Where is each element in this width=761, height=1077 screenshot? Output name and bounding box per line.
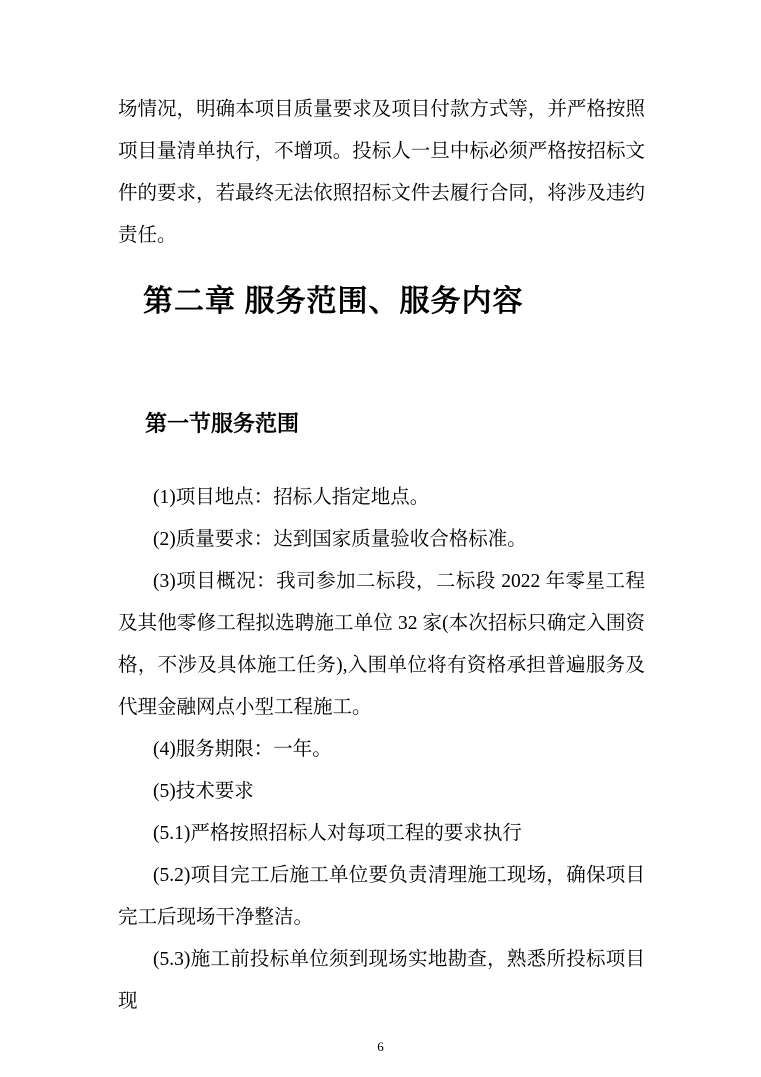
page-footer bbox=[0, 1040, 761, 1054]
page-number: 6 bbox=[377, 1039, 384, 1054]
list-item-5-1: (5.1)严格按照招标人对每项工程的要求执行 bbox=[153, 823, 522, 844]
list-item-3: (3)项目概况：我司参加二标段，二标段 2022 年零星工程及其他零修工程拟选聘施工单位 32 家(本次招标只确定入围资格，不涉及具体施工任务),入围单位将有资格承担普遍服务及代理金融网点小型工程施工。 bbox=[118, 571, 645, 718]
list-item-5-3: (5.3)施工前投标单位须到现场实地勘查，熟悉所投标项目现 bbox=[118, 949, 645, 1012]
list-item-1: (1)项目地点：招标人指定地点。 bbox=[153, 487, 430, 508]
service-scope-list bbox=[118, 477, 645, 1023]
list-item-5-2: (5.2)项目完工后施工单位要负责清理施工现场，确保项目完工后现场干净整洁。 bbox=[118, 865, 645, 928]
intro-paragraph: 场情况，明确本项目质量要求及项目付款方式等，并严格按照项目量清单执行，不增项。投标人一旦中标必须严格按招标文件的要求，若最终无法依照招标文件去履行合同，将涉及违约责任。 bbox=[118, 99, 645, 246]
list-item-2: (2)质量要求：达到国家质量验收合格标准。 bbox=[153, 529, 527, 550]
chapter-heading: 第二章 服务范围、服务内容 bbox=[143, 285, 524, 318]
list-item-5: (5)技术要求 bbox=[153, 781, 254, 802]
list-item-4: (4)服务期限：一年。 bbox=[153, 739, 332, 760]
section-heading: 第一节服务范围 bbox=[145, 411, 300, 436]
